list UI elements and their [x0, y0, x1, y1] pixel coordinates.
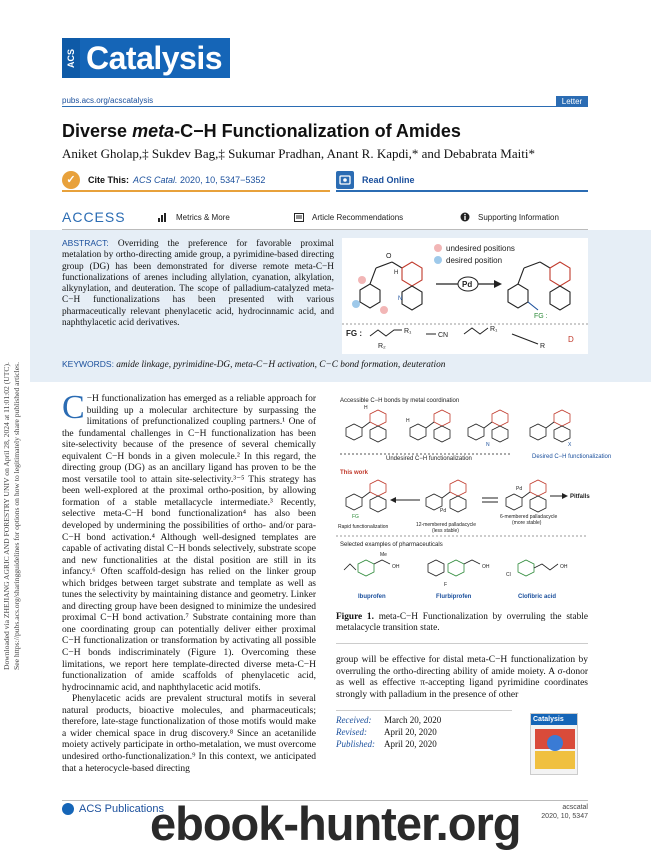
journal-url[interactable]: pubs.acs.org/acscatalysis — [62, 96, 154, 105]
keywords-text: amide linkage, pyrimidine-DG, meta-C−H activation, C−C bond formation, deuteration — [116, 360, 446, 370]
toc-d-label: D — [568, 335, 574, 344]
cite-ref-numbers: 2020, 10, 5347−5352 — [177, 174, 266, 185]
fig-cl-label: Cl — [506, 572, 511, 578]
read-online-label: Read Online — [362, 174, 415, 185]
toc-graphic — [342, 238, 588, 354]
document-icon — [294, 212, 304, 222]
toc-r1-label: R₁ — [404, 328, 412, 335]
fig-n-label-1: N — [486, 442, 490, 448]
fig-pd-label-1: Pd — [440, 508, 447, 514]
toc-undesired-dot-1 — [358, 276, 366, 284]
abstract — [62, 238, 334, 329]
publisher-name: ACS Publications — [79, 803, 164, 815]
toc-r-label: R — [540, 343, 546, 350]
info-icon — [460, 212, 470, 222]
cite-reference[interactable] — [133, 175, 265, 185]
download-note-line2: See https://pubs.acs.org/sharingguidelines for options on how to legitimately share published articles. — [12, 362, 21, 670]
toc-n-label: N — [398, 296, 403, 302]
drop-cap: C — [62, 389, 85, 426]
fig-ibuprofen: Ibuprofen — [358, 594, 386, 600]
received-row — [336, 715, 516, 727]
published-value: April 20, 2020 — [384, 738, 437, 749]
download-note-line1: Downloaded via ZHEJIANG AGRIC AND FORESTRY UNIV on April 28, 2024 at 11:01:02 (UTC). — [2, 362, 11, 670]
metrics-link[interactable] — [158, 212, 294, 222]
revised-key: Revised: — [336, 726, 367, 737]
recommendations-label: Article Recommendations — [312, 212, 404, 222]
checkmark-icon: ✓ — [62, 171, 80, 189]
author-list: Aniket Gholap,‡ Sukdev Bag,‡ Sukumar Pradhan, Anant R. Kapdi,* and Debabrata Maiti* — [62, 146, 535, 161]
fig-oh-label-2: OH — [482, 564, 490, 570]
toc-legend-desired-dot — [434, 256, 442, 264]
thumb-art — [531, 725, 579, 775]
toc-undesired-dot-2 — [380, 306, 388, 314]
journal-cover-thumbnail[interactable] — [530, 713, 578, 775]
thumb-title: Catalysis — [531, 714, 577, 725]
recommendations-link[interactable] — [294, 212, 460, 222]
revised-value: April 20, 2020 — [384, 726, 437, 737]
article-dates — [336, 715, 516, 750]
fig-desired-label: Desired C−H functionalization — [532, 454, 612, 460]
toc-undesired-label: undesired positions — [446, 244, 515, 253]
title-em: meta — [132, 121, 175, 141]
dates-rule — [336, 710, 512, 711]
toc-r1b-label: R₁ — [490, 326, 498, 333]
read-online-icon — [336, 171, 354, 189]
published-row — [336, 739, 516, 751]
toc-pd-label: Pd — [462, 280, 473, 289]
toc-fg-label: FG : — [346, 329, 362, 338]
acs-globe-icon — [62, 803, 74, 815]
toc-h-label: H — [394, 270, 399, 276]
revised-row — [336, 727, 516, 739]
published-key: Published: — [336, 738, 375, 749]
fig-oh-label-3: OH — [560, 564, 568, 570]
read-online-box[interactable] — [336, 169, 588, 192]
fig-flurbiprofen: Flurbiprofen — [436, 594, 472, 600]
fig-h-label-1: H — [364, 405, 368, 411]
access-label: ACCESS — [62, 209, 126, 225]
fig-this-work: This work — [340, 470, 369, 476]
toc-o-label: O — [386, 253, 392, 260]
fig-pharma-header: Selected examples of pharmaceuticals — [340, 542, 443, 548]
acs-publications-logo[interactable] — [62, 803, 164, 815]
cite-journal: ACS Catal. — [133, 174, 178, 185]
toc-legend-undesired-dot — [434, 244, 442, 252]
fig-clofibric: Clofibric acid — [518, 594, 557, 600]
supporting-info-label: Supporting Information — [478, 212, 559, 222]
metrics-label: Metrics & More — [176, 212, 230, 222]
toc-r2-label: R₂ — [378, 343, 386, 350]
fig-oh-label-1: OH — [392, 564, 400, 570]
fig-undesired-label: Undesired C−H functionalization — [386, 456, 472, 462]
journal-logo[interactable] — [62, 38, 230, 78]
figure-rule — [336, 643, 588, 644]
figure-caption-text: meta-C−H Functionalization by overruling the stable metalacycle transition state. — [336, 612, 588, 634]
cite-this-box[interactable] — [62, 169, 330, 192]
figure-caption — [336, 612, 588, 635]
supporting-info-link[interactable] — [460, 212, 559, 222]
keywords — [62, 359, 445, 370]
fig-pallada6: 6-membered palladacycle — [500, 514, 558, 520]
fig-fg-label: FG — [352, 514, 359, 520]
footer-line1[interactable]: acscatal — [562, 804, 588, 811]
download-note — [2, 250, 26, 670]
logo-acs: ACS — [62, 38, 80, 78]
fig-rapid: Rapid functionalization — [338, 524, 389, 530]
footer-line2: 2020, 10, 5347 — [541, 813, 588, 820]
figure-caption-label: Figure 1. — [336, 612, 374, 622]
figure-background — [336, 394, 588, 606]
toc-desired-dot — [352, 300, 360, 308]
toc-cn-label: CN — [438, 332, 449, 339]
fig-pallada12: 12-membered palladacycle — [416, 522, 477, 528]
keywords-label: KEYWORDS: — [62, 359, 114, 369]
cite-label: Cite This: — [88, 174, 130, 185]
abstract-label: ABSTRACT: — [62, 238, 109, 248]
fig-pd-label-2: Pd — [516, 486, 523, 492]
fig-x-label-1: X — [568, 442, 572, 448]
body-left-column — [62, 389, 316, 775]
toc-product-fg: FG : — [534, 313, 548, 320]
logo-name: Catalysis — [80, 38, 230, 78]
body-right-column: group will be effective for distal meta-C−H functionalization by overruling the ortho-directing ability of amide moiety. A σ-donor as well as effective π-accepting ligand pyrimidine coordinates strongly with palladium in the presence of other — [336, 655, 588, 700]
fig-header: Accessible C−H bonds by metal coordination — [340, 398, 460, 404]
figure-1 — [336, 394, 612, 606]
toc-desired-label: desired position — [446, 256, 503, 265]
bar-chart-icon — [158, 212, 168, 222]
watermark: ebook-hunter.org — [150, 797, 521, 850]
fig-less-stable: (less stable) — [432, 528, 459, 534]
title-pre: Diverse — [62, 121, 133, 141]
access-bar — [62, 207, 588, 227]
fig-me-label-1: Me — [380, 552, 387, 558]
body-paragraph-2: Phenylacetic acids are prevalent structural motifs in several natural products, bioactive molecules, and pharmaceuticals; therefore, late-stage functionalization of those motifs would make a wider chemical space in drug discovery.⁸ Since an acetanilide moiety actively participate in ortho-metalation, we must overcome undesired ortho-functionalization.⁹ In this context, we anticipated that a heterocycle-based directing — [62, 694, 316, 774]
header-rule — [62, 106, 588, 107]
received-key: Received: — [336, 715, 372, 725]
fig-h-label-2: H — [406, 418, 410, 424]
fig-pitfalls: Pitfalls — [570, 494, 590, 500]
article-type-badge: Letter — [556, 96, 588, 107]
fig-more-stable: (more stable) — [512, 520, 542, 526]
title-post: -C−H Functionalization of Amides — [174, 121, 461, 141]
fig-f-label: F — [444, 582, 448, 588]
article-title — [62, 121, 461, 142]
received-value: March 20, 2020 — [384, 715, 442, 725]
paragraph-1-text: −H functionalization has emerged as a reliable approach for building up a molecular architecture by surpassing the limitations of prefunctionalized coupling partners.¹ One of the fundamental challenges in C−H functionalization has been site-selectivity because of the presence of several chemically equivalent C−H bonds in a given molecule.² In this regard, the directing group (DG) as an ancillary ligand has proven to be the most versatile tool to attain site-selectivity.³⁻⁵ This strategy has been well-explored at the proximal ortho-position, by allowing formation of a stable metallacycle intermediate.³ Recently, selective meta-C−H bond functionalization⁴ has also been developed by undermining the possibilities of ortho- and/or para-C−H bond activation.⁴ Although well-designed templates are capable of activating distal C−H bonds selectively, substrate scope and new functionalities at the distal position are still in its infancy.⁶ Often scaffold-design has relied on the linker group which bridges between target substrate and template as well as tunes the selectivity by maintaining distance and geometry. Linker and directing group have been designed to minimize the undesired proximal C−H bond activation.⁷ Substrate containing more than one coordinating group can potentially deliver either proximal C−H functionalization or transformation by activating all possible C−H bonds indiscriminately (Figure 1). Overcoming these limitations, we report here template-directed diverse meta-C−H functionalization of amide scaffolds of phenylacetic acid, hydrocinnamic acid, and naphthylacetic acid motifs. — [62, 394, 316, 693]
abstract-body: Overriding the preference for favorable proximal metalation by ortho-directing amide group, a pyrimidine-based directing group (DG) has been demonstrated for diverse remote meta-C−H functionalizations of arenes including allylation, cyanation, alkylation, alkynylation, and deuteration. The scope of palladium-catalyzed meta-C−H functionalizations has been presented with various pharmaceutically relevant phenylacetic acid, hydrocinnamic acid, and naphthylacetic acid derivatives. — [62, 239, 334, 329]
body-paragraph-1 — [62, 389, 316, 694]
